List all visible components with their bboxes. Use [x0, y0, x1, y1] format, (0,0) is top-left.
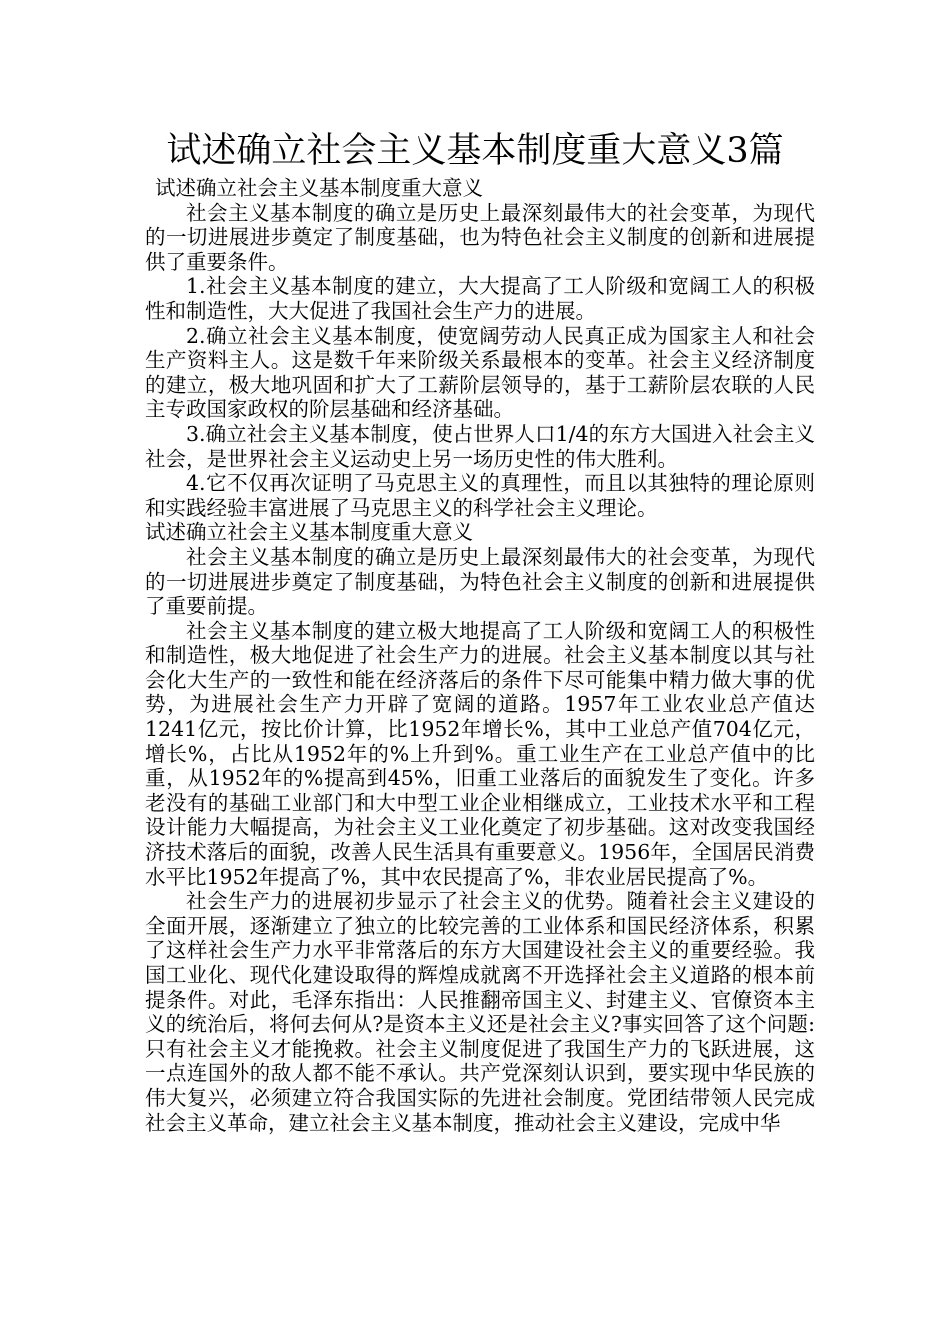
paragraph: 社会主义基本制度的建立极大地提高了工人阶级和宽阔工人的积极性和制造性，极大地促进了社会生产力的进展。社会主义基本制度以其与社会化大生产的一致性和能在经济落后的条件下尽可能集中精力做大事的优势，为进展社会生产力开辟了宽阔的道路。1957年工业农业总产值达1241亿元，按比价计算，比1952年增长%，其中工业总产值704亿元，增长%，占比从1952年的%上升到%。重工业生产在工业总产值中的比重，从1952年的%提高到45%，旧重工业落后的面貌发生了变化。许多老没有的基础工业部门和大中型工业企业相继成立，工业技术水平和工程设计能力大幅提高，为社会主义工业化奠定了初步基础。这对改变我国经济技术落后的面貌，改善人民生活具有重要意义。1956年，全国居民消费水平比1952年提高了%，其中农民提高了%，非农业居民提高了%。	[145, 618, 815, 889]
document-title: 试述确立社会主义基本制度重大意义3篇	[166, 131, 784, 171]
document-body	[145, 176, 815, 1135]
paragraph: 1.社会主义基本制度的建立，大大提高了工人阶级和宽阔工人的积极性和制造性，大大促进了我国社会生产力的进展。	[145, 274, 815, 323]
paragraph: 4.它不仅再次证明了马克思主义的真理性，而且以其独特的理论原则和实践经验丰富进展了马克思主义的科学社会主义理论。	[145, 471, 815, 520]
paragraph: 社会主义基本制度的确立是历史上最深刻最伟大的社会变革，为现代的一切进展进步奠定了制度基础，为特色社会主义制度的创新和进展提供了重要前提。	[145, 544, 815, 619]
section-heading: 试述确立社会主义基本制度重大意义	[145, 520, 473, 545]
paragraph: 社会主义基本制度的确立是历史上最深刻最伟大的社会变革，为现代的一切进展进步奠定了制度基础，也为特色社会主义制度的创新和进展提供了重要条件。	[145, 200, 815, 274]
paragraph: 社会生产力的进展初步显示了社会主义的优势。随着社会主义建设的全面开展，逐渐建立了独立的比较完善的工业体系和国民经济体系，积累了这样社会生产力水平非常落后的东方大国建设社会主义的重要经验。我国工业化、现代化建设取得的辉煌成就离不开选择社会主义道路的根本前提条件。对此，毛泽东指出：人民推翻帝国主义、封建主义、官僚资本主义的统治后，将何去何从?是资本主义还是社会主义?事实回答了这个问题:只有社会主义才能挽救。社会主义制度促进了我国生产力的飞跃进展，这一点连国外的敌人都不能不承认。共产党深刻认识到，要实现中华民族的伟大复兴，必须建立符合我国实际的先进社会制度。党团结带领人民完成社会主义革命，建立社会主义基本制度，推动社会主义建设，完成中华	[145, 889, 815, 1135]
paragraph: 2.确立社会主义基本制度，使宽阔劳动人民真正成为国家主人和社会生产资料主人。这是数千年来阶级关系最根本的变革。社会主义经济制度的建立，极大地巩固和扩大了工薪阶层领导的，基于工薪阶层农联的人民主专政国家政权的阶层基础和经济基础。	[145, 323, 815, 422]
section-heading: 试述确立社会主义基本制度重大意义	[155, 176, 483, 200]
paragraph: 3.确立社会主义基本制度，使占世界人口1/4的东方大国进入社会主义社会，是世界社会主义运动史上另一场历史性的伟大胜利。	[145, 421, 815, 471]
